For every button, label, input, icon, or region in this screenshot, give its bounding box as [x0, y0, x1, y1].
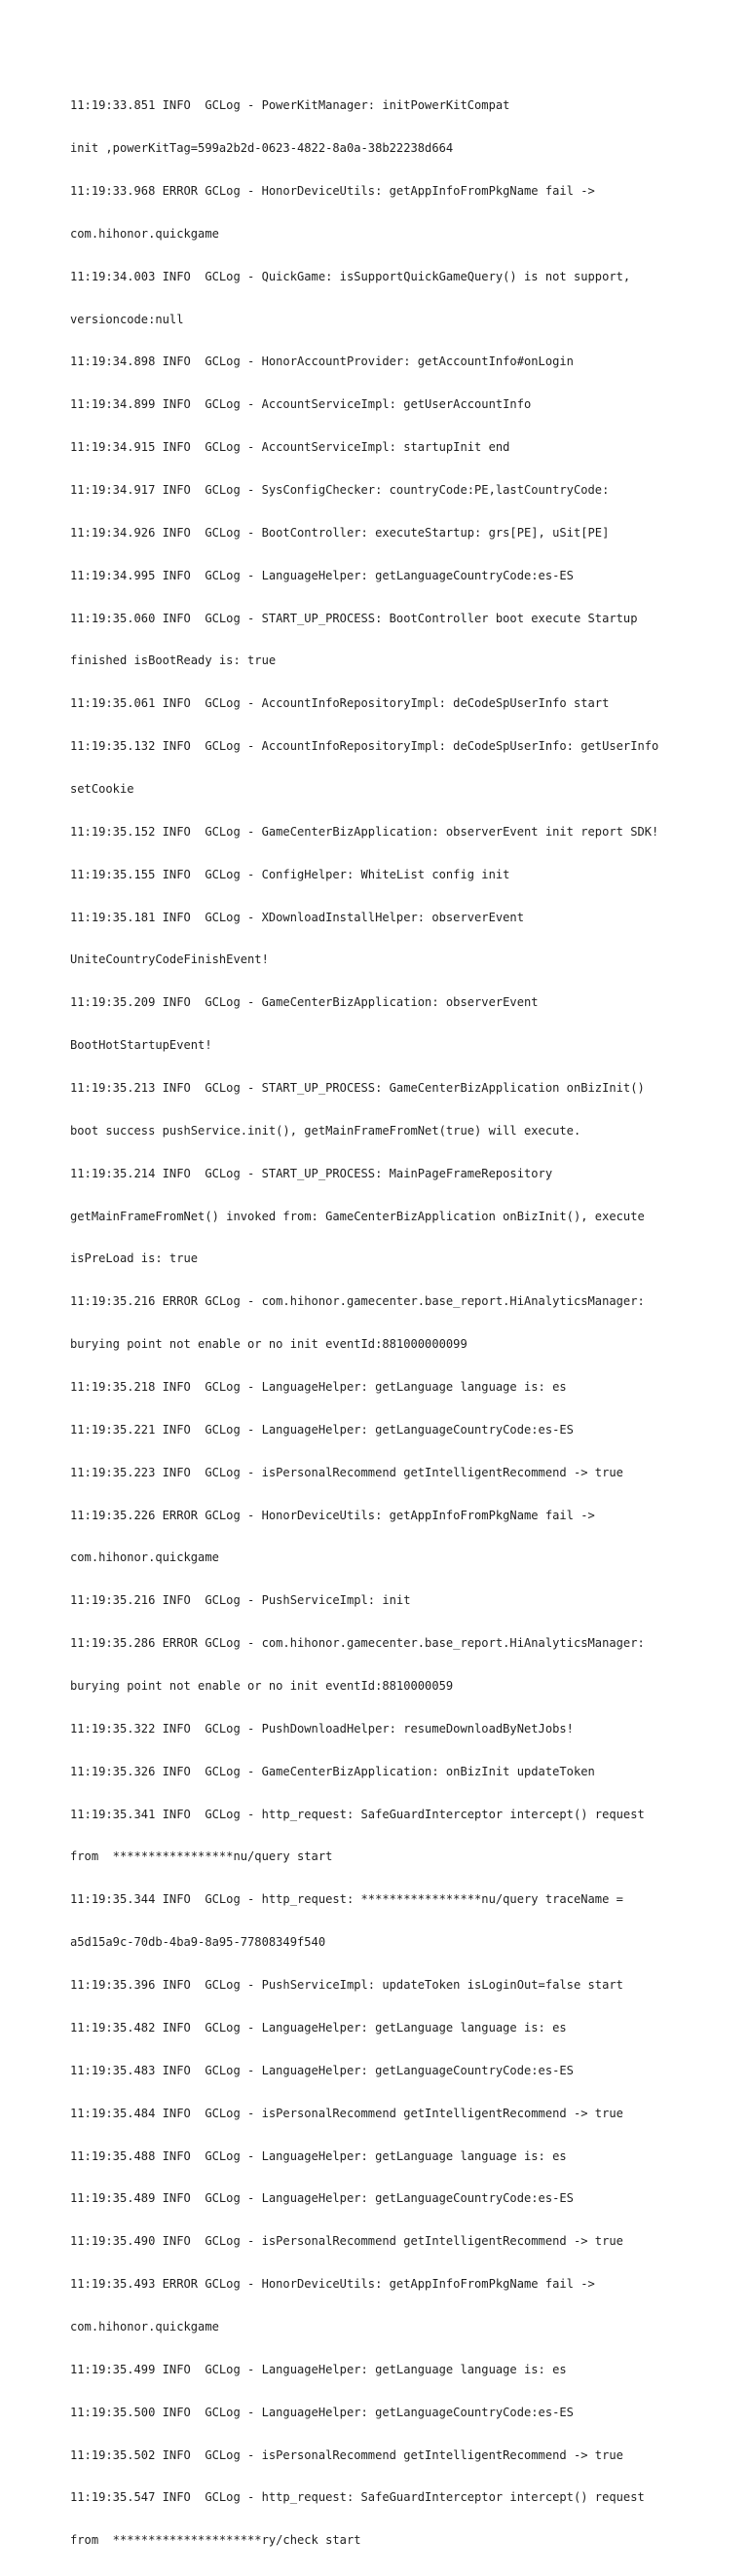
log-line: 11:19:35.213 INFO GCLog - START_UP_PROCESS: GameCenterBizApplication onBizInit() [70, 1081, 645, 1096]
log-line: 11:19:35.223 INFO GCLog - isPersonalRecommend getIntelligentRecommend -> true [70, 1465, 623, 1479]
log-text-block [70, 70, 693, 2576]
log-line: 11:19:35.500 INFO GCLog - LanguageHelper: getLanguageCountryCode:es-ES [70, 2405, 574, 2419]
log-line: 11:19:35.482 INFO GCLog - LanguageHelper: getLanguage language is: es [70, 2020, 567, 2035]
log-line: init ,powerKitTag=599a2b2d-0623-4822-8a0a-38b22238d664 [70, 141, 454, 156]
log-line: 11:19:35.502 INFO GCLog - isPersonalRecommend getIntelligentRecommend -> true [70, 2447, 623, 2462]
log-line: setCookie [70, 782, 134, 796]
log-line: 11:19:34.995 INFO GCLog - LanguageHelper: getLanguageCountryCode:es-ES [70, 568, 574, 582]
log-line: 11:19:34.898 INFO GCLog - HonorAccountProvider: getAccountInfo#onLogin [70, 355, 574, 369]
log-line: 11:19:35.181 INFO GCLog - XDownloadInstallHelper: observerEvent [70, 910, 524, 924]
log-line: com.hihonor.quickgame [70, 1550, 219, 1565]
log-line: 11:19:35.218 INFO GCLog - LanguageHelper: getLanguage language is: es [70, 1380, 567, 1395]
log-line: 11:19:34.915 INFO GCLog - AccountServiceImpl: startupInit end [70, 440, 510, 455]
log-line: burying point not enable or no init eventId:881000000099 [70, 1337, 468, 1352]
log-line: 11:19:35.214 INFO GCLog - START_UP_PROCESS: MainPageFrameRepository [70, 1166, 553, 1180]
log-line: versioncode:null [70, 312, 184, 326]
log-line: 11:19:35.489 INFO GCLog - LanguageHelper: getLanguageCountryCode:es-ES [70, 2191, 574, 2206]
log-line: 11:19:35.344 INFO GCLog - http_request: *****************nu/query traceName = [70, 1892, 623, 1907]
log-line: 11:19:35.221 INFO GCLog - LanguageHelper: getLanguageCountryCode:es-ES [70, 1422, 574, 1437]
log-line: 11:19:35.396 INFO GCLog - PushServiceImpl: updateToken isLoginOut=false start [70, 1978, 623, 1993]
log-line: from *********************ry/check start [70, 2533, 361, 2548]
log-line: isPreLoad is: true [70, 1251, 199, 1266]
log-line: com.hihonor.quickgame [70, 226, 219, 241]
log-line: burying point not enable or no init eventId:8810000059 [70, 1679, 454, 1694]
log-line: 11:19:35.490 INFO GCLog - isPersonalRecommend getIntelligentRecommend -> true [70, 2234, 623, 2249]
log-line: 11:19:35.209 INFO GCLog - GameCenterBizApplication: observerEvent [70, 995, 539, 1010]
log-line: 11:19:35.226 ERROR GCLog - HonorDeviceUtils: getAppInfoFromPkgName fail -> [70, 1508, 595, 1522]
log-line: a5d15a9c-70db-4ba9-8a95-77808349f540 [70, 1935, 326, 1950]
log-line: 11:19:35.286 ERROR GCLog - com.hihonor.gamecenter.base_report.HiAnalyticsManager: [70, 1636, 645, 1651]
log-line: 11:19:35.488 INFO GCLog - LanguageHelper: getLanguage language is: es [70, 2148, 567, 2163]
log-line: 11:19:35.499 INFO GCLog - LanguageHelper: getLanguage language is: es [70, 2362, 567, 2376]
log-line: 11:19:33.851 INFO GCLog - PowerKitManager: initPowerKitCompat [70, 98, 510, 113]
log-line: 11:19:35.322 INFO GCLog - PushDownloadHelper: resumeDownloadByNetJobs! [70, 1721, 574, 1736]
log-line: 11:19:35.152 INFO GCLog - GameCenterBizApplication: observerEvent init report SDK! [70, 824, 659, 839]
log-line: 11:19:35.341 INFO GCLog - http_request: SafeGuardInterceptor intercept() request [70, 1807, 645, 1821]
log-line: 11:19:35.547 INFO GCLog - http_request: SafeGuardInterceptor intercept() request [70, 2490, 645, 2505]
log-line: 11:19:34.917 INFO GCLog - SysConfigChecker: countryCode:PE,lastCountryCode: [70, 482, 610, 497]
log-line: boot success pushService.init(), getMainFrameFromNet(true) will execute. [70, 1123, 581, 1138]
log-line: from *****************nu/query start [70, 1849, 333, 1864]
log-line: 11:19:34.899 INFO GCLog - AccountServiceImpl: getUserAccountInfo [70, 397, 532, 412]
log-line: 11:19:33.968 ERROR GCLog - HonorDeviceUtils: getAppInfoFromPkgName fail -> [70, 183, 595, 198]
log-line: 11:19:34.003 INFO GCLog - QuickGame: isSupportQuickGameQuery() is not support, [70, 269, 631, 283]
log-line: 11:19:35.132 INFO GCLog - AccountInfoRepositoryImpl: deCodeSpUserInfo: getUserInfo [70, 739, 659, 754]
log-line: getMainFrameFromNet() invoked from: GameCenterBizApplication onBizInit(), execute [70, 1209, 645, 1223]
log-line: 11:19:34.926 INFO GCLog - BootController: executeStartup: grs[PE], uSit[PE] [70, 525, 610, 540]
log-line: 11:19:35.060 INFO GCLog - START_UP_PROCESS: BootController boot execute Startup [70, 611, 638, 625]
log-line: com.hihonor.quickgame [70, 2319, 219, 2333]
log-line: 11:19:35.484 INFO GCLog - isPersonalRecommend getIntelligentRecommend -> true [70, 2106, 623, 2120]
log-line: BootHotStartupEvent! [70, 1038, 212, 1053]
log-line: 11:19:35.216 ERROR GCLog - com.hihonor.gamecenter.base_report.HiAnalyticsManager: [70, 1294, 645, 1309]
log-line: 11:19:35.216 INFO GCLog - PushServiceImpl: init [70, 1593, 411, 1608]
log-line: 11:19:35.493 ERROR GCLog - HonorDeviceUtils: getAppInfoFromPkgName fail -> [70, 2277, 595, 2292]
log-line: 11:19:35.326 INFO GCLog - GameCenterBizApplication: onBizInit updateToken [70, 1764, 595, 1778]
log-line: UniteCountryCodeFinishEvent! [70, 952, 269, 967]
log-line: 11:19:35.483 INFO GCLog - LanguageHelper: getLanguageCountryCode:es-ES [70, 2063, 574, 2077]
log-line: 11:19:35.155 INFO GCLog - ConfigHelper: WhiteList config init [70, 867, 510, 881]
log-line: finished isBootReady is: true [70, 653, 277, 668]
log-line: 11:19:35.061 INFO GCLog - AccountInfoRepositoryImpl: deCodeSpUserInfo start [70, 696, 610, 711]
